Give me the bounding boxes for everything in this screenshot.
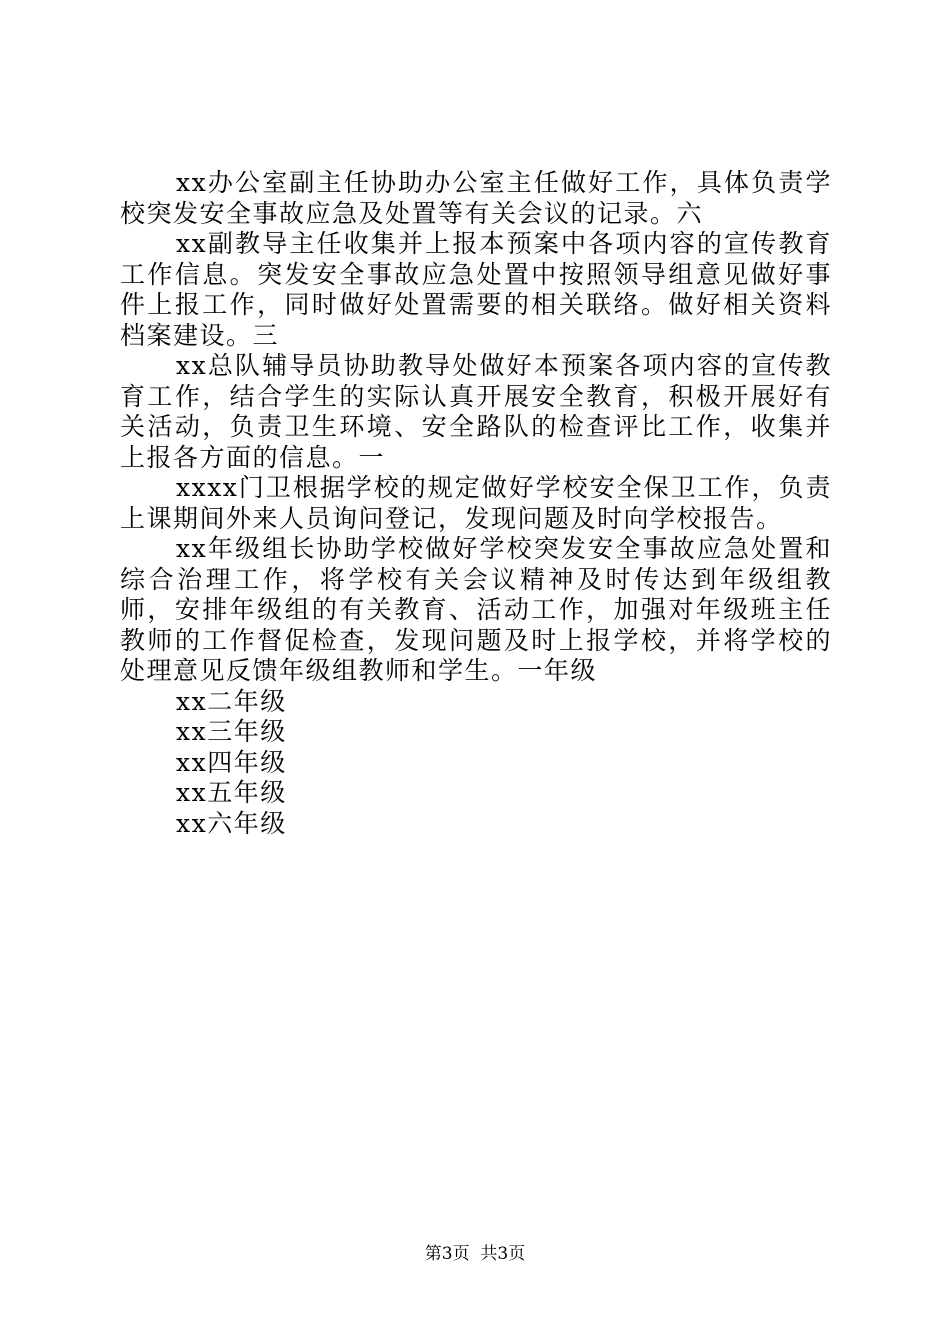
grade-line-4: xx四年级 xyxy=(176,747,287,777)
grade-line-6: xx六年级 xyxy=(176,808,287,838)
grade-line-5: xx五年级 xyxy=(176,778,287,807)
paragraph-grade-leader: xx年级组长协助学校做好学校突发安全事故应急处置和综合治理工作，将学校有关会议精神及时传达到年级组教师，安排年级组的有关教育、活动工作，加强对年级班主任教师的工作督促检查，发现问题及时上报学校，并将学校的处理意见反馈年级组教师和学生。一年级 xyxy=(120,534,832,685)
paragraph-guard: xxxx门卫根据学校的规定做好学校安全保卫工作，负责上课期间外来人员询问登记，发现问题及时向学校报告。 xyxy=(120,473,832,533)
paragraph-counselor: xx总队辅导员协助教导处做好本预案各项内容的宣传教育工作，结合学生的实际认真开展安全教育，积极开展好有关活动，负责卫生环境、安全路队的检查评比工作，收集并上报各方面的信息。一 xyxy=(120,351,832,472)
grade-line-3: xx三年级 xyxy=(176,717,287,746)
page-number-footer: 第3页 共3页 xyxy=(424,1244,526,1264)
grade-line-2: xx二年级 xyxy=(176,686,287,716)
paragraph-deputy-dean: xx副教导主任收集并上报本预案中各项内容的宣传教育工作信息。突发安全事故应急处置中按照领导组意见做好事件上报工作，同时做好处置需要的相关联络。做好相关资料档案建设。三 xyxy=(120,229,832,350)
paragraph-office-deputy: xx办公室副主任协助办公室主任做好工作，具体负责学校突发安全事故应急及处置等有关会议的记录。六 xyxy=(120,168,832,228)
document-body xyxy=(120,168,832,839)
